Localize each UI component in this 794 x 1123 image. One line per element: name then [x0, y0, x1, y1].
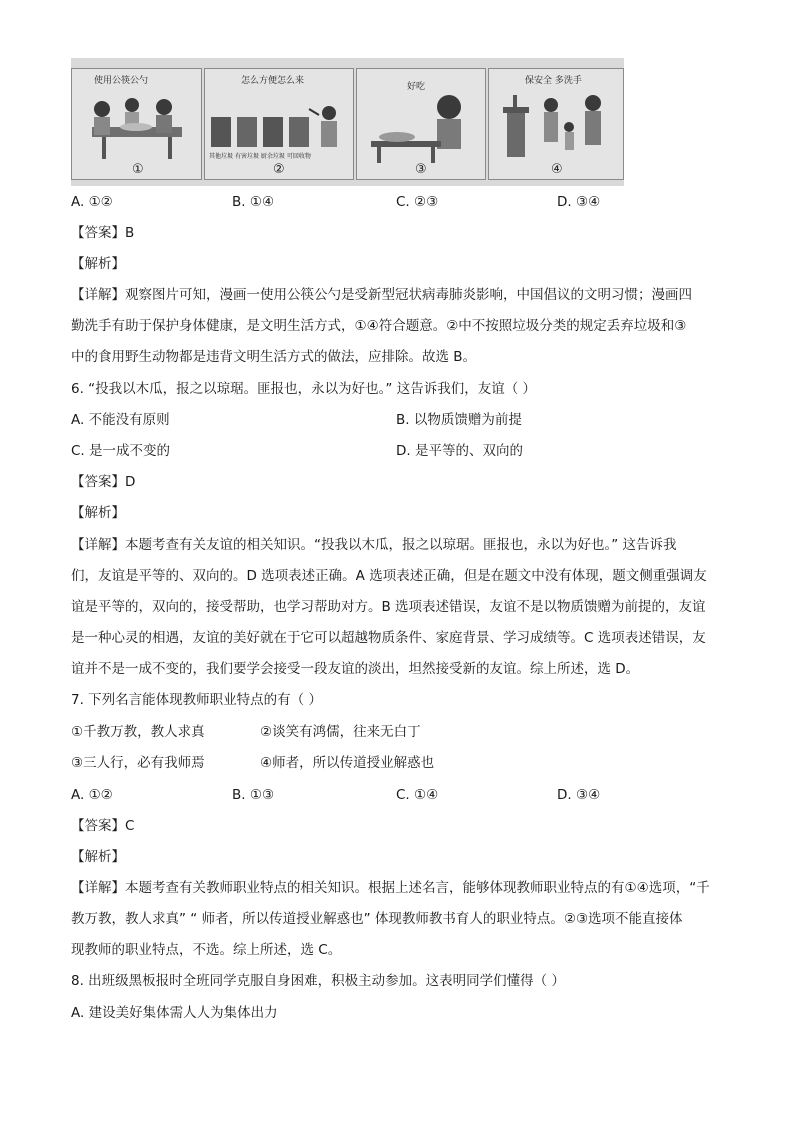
q5-option-c: C. ②③	[396, 194, 439, 210]
eating-wildlife-illustration	[357, 89, 485, 169]
q5-option-d: D. ③④	[557, 194, 601, 210]
panel-caption: 好吃	[407, 82, 426, 92]
q7-item-3: ③三人行，必有我师焉	[71, 755, 205, 771]
cartoon-panel-3	[356, 68, 486, 180]
family-dining-illustration	[72, 87, 201, 167]
q6-detail-line-5: 谊并不是一成不变的，我们要学会接受一段友谊的淡出，坦然接受新的友谊。综上所述，选 D。	[71, 661, 640, 677]
q6-detail-line-1: 【详解】本题考查有关友谊的相关知识。“投我以木瓜，报之以琼琚。匪报也，永以为好也。” 这告诉我	[71, 537, 677, 553]
q7-answer: 【答案】C	[71, 818, 135, 834]
q5-analysis-heading: 【解析】	[71, 256, 125, 272]
q7-item-2: ②谈笑有鸿儒，往来无白丁	[260, 724, 421, 740]
q7-option-d: D. ③④	[557, 787, 601, 803]
q5-detail-line-2: 勤洗手有助于保护身体健康，是文明生活方式，①④符合题意。②中不按照垃圾分类的规定丢弃垃圾和③	[71, 318, 687, 334]
q5-answer: 【答案】B	[71, 225, 135, 241]
hand-washing-illustration	[489, 87, 623, 167]
q8-option-a: A. 建设美好集体需人人为集体出力	[71, 1005, 278, 1021]
panel-caption: 怎么方便怎么来	[241, 76, 305, 86]
cartoon-panel-1	[71, 68, 202, 180]
q8-stem: 8. 出班级黑板报时全班同学克服自身困难，积极主动参加。这表明同学们懂得（ ）	[71, 973, 565, 989]
panel-number: ①	[132, 162, 144, 177]
cartoon-panel-4	[488, 68, 624, 180]
q7-detail-line-3: 现教师的职业特点，不选。综上所述，选 C。	[71, 942, 342, 958]
q5-option-b: B. ①④	[232, 194, 275, 210]
panel-caption: 使用公筷公勺	[94, 76, 149, 86]
q6-detail-line-4: 是一种心灵的相遇，友谊的美好就在于它可以超越物质条件、家庭背景、学习成绩等。C 选项表述错误，友	[71, 630, 706, 646]
q7-option-b: B. ①③	[232, 787, 275, 803]
panel-number: ②	[273, 162, 285, 177]
q6-detail-line-3: 谊是平等的，双向的，接受帮助，也学习帮助对方。B 选项表述错误，友谊不是以物质馈赠为前提的，友谊	[71, 599, 706, 615]
q5-detail-line-1: 【详解】观察图片可知，漫画一使用公筷公勺是受新型冠状病毒肺炎影响，中国倡议的文明习惯；漫画四	[71, 287, 692, 303]
q6-option-c: C. 是一成不变的	[71, 443, 171, 459]
cartoon-strip-image	[71, 58, 624, 186]
q6-option-d: D. 是平等的、双向的	[396, 443, 523, 459]
q7-option-a: A. ①②	[71, 787, 113, 803]
q6-stem: 6. “投我以木瓜，报之以琼琚。匪报也，永以为好也。” 这告诉我们，友谊（ ）	[71, 381, 536, 397]
panel-number: ③	[415, 162, 427, 177]
panel-number: ④	[551, 162, 563, 177]
q7-item-4: ④师者，所以传道授业解惑也	[260, 755, 435, 771]
q7-detail-line-1: 【详解】本题考查有关教师职业特点的相关知识。根据上述名言，能够体现教师职业特点的有①④选项，“千	[71, 880, 710, 896]
q7-analysis-heading: 【解析】	[71, 849, 125, 865]
q6-option-a: A. 不能没有原则	[71, 412, 170, 428]
q7-stem: 7. 下列名言能体现教师职业特点的有（ ）	[71, 692, 322, 708]
q6-detail-line-2: 们，友谊是平等的、双向的。D 选项表述正确。A 选项表述正确，但是在题文中没有体现，题文侧重强调友	[71, 568, 707, 584]
q6-analysis-heading: 【解析】	[71, 505, 125, 521]
q6-option-b: B. 以物质馈赠为前提	[396, 412, 522, 428]
q7-item-1: ①千教万教，教人求真	[71, 724, 205, 740]
panel-caption: 保安全 多洗手	[525, 76, 582, 86]
cartoon-panel-2	[204, 68, 354, 180]
q7-detail-line-2: 教万教，教人求真” “ 师者，所以传道授业解惑也” 体现教师教书育人的职业特点。②③选项不能直接体	[71, 911, 683, 927]
q5-option-a: A. ①②	[71, 194, 113, 210]
q7-option-c: C. ①④	[396, 787, 439, 803]
q6-answer: 【答案】D	[71, 474, 136, 490]
bin-labels: 其他垃圾 有害垃圾 厨余垃圾 可回收物	[209, 153, 311, 160]
q5-detail-line-3: 中的食用野生动物都是违背文明生活方式的做法，应排除。故选 B。	[71, 349, 477, 365]
garbage-bins-illustration	[205, 99, 353, 159]
